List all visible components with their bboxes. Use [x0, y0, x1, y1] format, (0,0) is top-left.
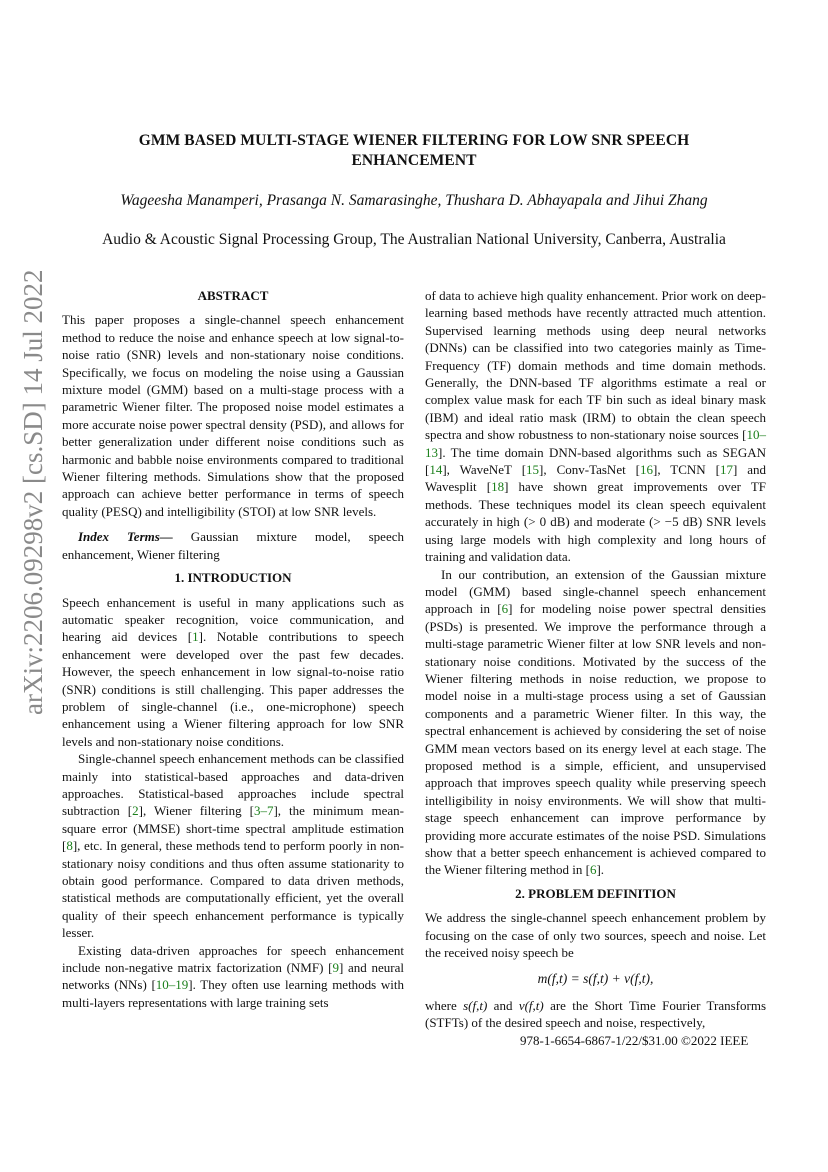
abstract-text: This paper proposes a single-channel speech enhancement method to reduce the noise and enhance speech at low signal-to-noise ratio (SNR) levels and non-stationary noise conditions. Specifically, we focus on modeling the noise using a Gaussian mixture model (GMM) based on a multi-stage process with a parametric Wiener filter. The proposed noise model estimates a more accurate noise power spectral density (PSD), and allows for better generalization under different noise conditions such as harmonic and babble noise environments compared to traditional Wiener filtering methods. Simulations show that the proposed approach can achieve better performance in terms of speech quality (PESQ) and intelligibility (STOI) at low SNR levels. [62, 312, 404, 519]
problem-paragraph-1: We address the single-channel speech enhancement problem by focusing on the case of only two sources, speech and noise. Let the received noisy speech be [425, 910, 766, 961]
intro-paragraph-2: Single-channel speech enhancement methods can be classified mainly into statistical-based approaches and data-driven approaches. Statistical-based approaches include spectral subtraction [2], Wiener filtering [3–7], the minimum mean-square error (MMSE) short-time spectral amplitude estimation [8], etc. In general, these methods tend to perform poorly in non-stationary noisy conditions and thus often assume stationarity to obtain good performance. Compared to data driven methods, statistical methods are computationally efficient, yet the overall quality of their speech enhancement performance is typically lesser. [62, 751, 404, 941]
citation-link[interactable]: 10–13 [425, 427, 766, 460]
intro-paragraph-4: In our contribution, an extension of the Gaussian mixture model (GMM) based single-channel speech enhancement approach in [6] for modeling noise power spectral densities (PSDs) is presented. We improve the performance through a multi-stage parametric Wiener filter at low SNR levels and non-stationary noise conditions. Motivated by the success of the Wiener filtering methods in noise reduction, we propose to model noise in a multi-stage process using a set of Gaussian components and a parametric Wiener filter. In this way, the spectral enhancement is achieved by considering the set of noise GMM mean vectors based on its energy level at each stage. The proposed method is a simple, efficient, and unsupervised approach that improves speech quality while preserving speech intelligibility in noisy environments. We will show that multi-stage speech enhancement can improve performance by providing more accurate estimates of the noise PSD. Simulations show that a better speech enhancement is achieved compared to the Wiener filtering method in [6]. [425, 566, 766, 878]
citation-link[interactable]: 6 [501, 601, 509, 617]
index-terms-text: Gaussian mixture model, speech enhancement, Wiener filtering [62, 529, 404, 562]
citation-link[interactable]: 16 [639, 462, 653, 478]
citation-link[interactable]: 18 [491, 479, 505, 495]
citation-link[interactable]: 17 [719, 462, 733, 478]
index-terms [62, 528, 404, 563]
citation-link[interactable]: 14 [429, 462, 443, 478]
intro-heading: 1. INTRODUCTION [174, 570, 292, 586]
right-column [425, 287, 766, 1032]
intro-paragraph-3-cont: of data to achieve high quality enhancement. Prior work on deep-learning based methods have recently attracted much attention. Supervised learning methods using deep neural networks (DNNs) can be classified into two categories mainly as Time-Frequency (TF) domain methods and time domain methods. Generally, the DNN-based TF algorithms estimate a real or complex value mask for each TF bin such as ideal binary mask (IBM) and ideal ratio mask (IRM) to obtain the clean speech spectra and show robustness to non-stationary noise sources [10–13]. The time domain DNN-based algorithms such as SEGAN [14], WaveNeT [15], Conv-TasNet [16], TCNN [17] and Wavesplit [18] have shown great improvements over TF methods. These techniques model its clean speech equivalent accurately in high (> 0 dB) and moderate (> −5 dB) SNR levels using large models with high complexity and long hours of training and validation data. [425, 288, 766, 565]
intro-paragraph-3: Existing data-driven approaches for speech enhancement include non-negative matrix factorization (NMF) [9] and neural networks (NNs) [10–19]. They often use learning methods with multi-layers representations with large training sets [62, 942, 405, 1010]
citation-link[interactable]: 9 [332, 960, 339, 976]
citation-link[interactable]: 3–7 [253, 803, 274, 819]
citation-link[interactable]: 15 [526, 462, 540, 478]
equation-1: m(f,t) = s(f,t) + v(f,t), [537, 971, 654, 987]
citation-link[interactable]: 10–19 [155, 977, 189, 993]
index-terms-label: Index Terms— [78, 529, 173, 545]
arxiv-id: arXiv:2206.09298v2 [cs.SD] 14 Jul 2022 [18, 269, 48, 715]
citation-link[interactable]: 8 [66, 838, 73, 854]
citation-link[interactable]: 2 [132, 803, 139, 819]
problem-paragraph-2: where s(f,t) and v(f,t) are the Short Time Fourier Transforms (STFTs) of the desired speech and noise, respectively, [425, 997, 767, 1031]
arxiv-watermark [18, 269, 48, 715]
problem-definition-heading: 2. PROBLEM DEFINITION [515, 885, 676, 901]
paper-title: GMM BASED MULTI-STAGE WIENER FILTERING FOR LOW SNR SPEECH ENHANCEMENT [138, 132, 690, 169]
copyright-footer: 978-1-6654-6867-1/22/$31.00 ©2022 IEEE [520, 1033, 749, 1048]
author-list: Wageesha Manamperi, Prasanga N. Samarasinghe, Thushara D. Abhayapala and Jihui Zhang [120, 192, 708, 209]
citation-link[interactable]: 6 [589, 862, 597, 878]
intro-paragraph-1: Speech enhancement is useful in many applications such as automatic speaker recognition, voice communication, and hearing aid devices [1]. Notable contributions to speech enhancement were developed over the past few decades. However, the speech enhancement in low signal-to-noise ratio (SNR) conditions is still challenging. This paper addresses the problem of single-channel (i.e., one-microphone) speech enhancement using a Wiener filtering approach for low SNR levels and non-stationary noise conditions. [62, 594, 404, 749]
citation-link[interactable]: 1 [192, 629, 199, 645]
left-column [62, 287, 404, 1011]
affiliation: Audio & Acoustic Signal Processing Group, The Australian National University, Canberra, Australia [102, 231, 726, 248]
abstract-heading: ABSTRACT [197, 288, 269, 303]
